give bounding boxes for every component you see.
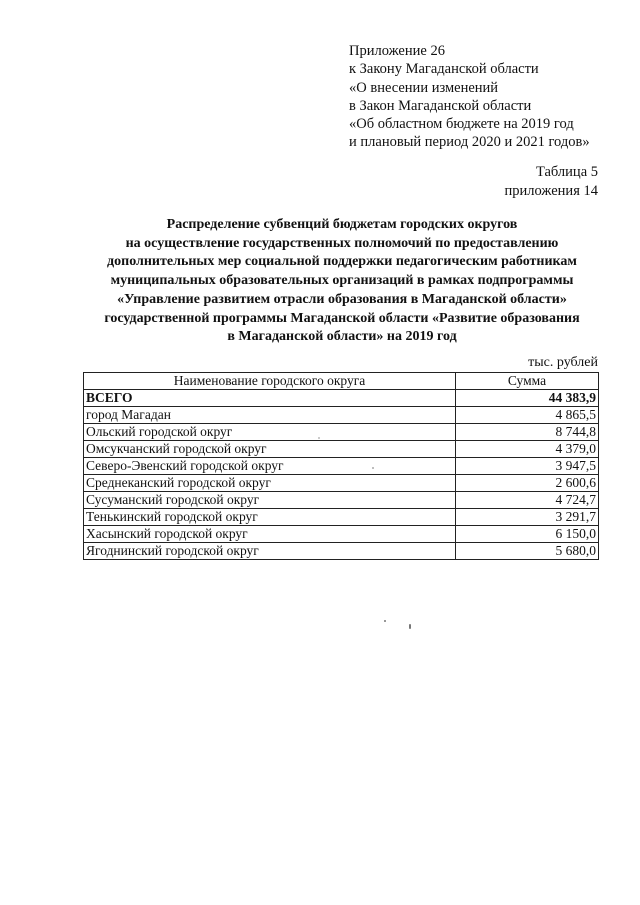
- appendix-line: в Закон Магаданской области: [349, 97, 532, 114]
- appendix-line: Приложение 26: [349, 43, 445, 59]
- district-name: город Магадан: [84, 407, 456, 424]
- district-sum: 3 291,7: [456, 509, 599, 526]
- district-name: Северо-Эвенский городской округ: [84, 458, 456, 475]
- district-sum: 5 680,0: [456, 543, 599, 560]
- appendix-line: «О внесении изменений: [349, 79, 499, 96]
- table-row: [84, 458, 599, 475]
- district-name: Сусуманский городской округ: [84, 492, 456, 509]
- title-line: муниципальных образовательных организаций в рамках подпрограммы: [110, 273, 574, 289]
- scan-speck: [409, 624, 411, 629]
- table-row: [84, 407, 599, 424]
- district-sum: 8 744,8: [456, 424, 599, 441]
- district-name: Тенькинский городской округ: [84, 509, 456, 526]
- table-row: [84, 492, 599, 509]
- total-row: [84, 390, 599, 407]
- title-line: «Управление развитием отрасли образования в Магаданской области»: [117, 291, 567, 307]
- title-line: государственной программы Магаданской области «Развитие образования: [104, 310, 580, 326]
- district-name: Омсукчанский городской округ: [84, 441, 456, 458]
- distribution-table: [83, 372, 599, 560]
- table-header-row: [84, 373, 599, 390]
- appendix-header: [349, 42, 590, 152]
- header-sum: Сумма: [456, 373, 599, 390]
- header-name: Наименование городского округа: [84, 373, 456, 390]
- table-row: [84, 526, 599, 543]
- table-row: [84, 475, 599, 492]
- document-title: [60, 216, 624, 347]
- table-row: [84, 424, 599, 441]
- title-line: дополнительных мер социальной поддержки педагогическим работникам: [107, 254, 577, 270]
- title-line: в Магаданской области» на 2019 год: [227, 329, 457, 345]
- district-name: Ягоднинский городской округ: [84, 543, 456, 560]
- district-sum: 4 865,5: [456, 407, 599, 424]
- units-label: тыс. рублей: [528, 355, 598, 370]
- district-sum: 2 600,6: [456, 475, 599, 492]
- appendix-line: к Закону Магаданской области: [349, 61, 539, 78]
- scan-speck: [318, 437, 320, 439]
- district-sum: 6 150,0: [456, 526, 599, 543]
- table-row: [84, 441, 599, 458]
- table-row: [84, 543, 599, 560]
- scan-speck: [384, 620, 386, 622]
- table-appendix-ref: приложения 14: [504, 182, 598, 199]
- district-name: Хасынский городской округ: [84, 526, 456, 543]
- appendix-line: «Об областном бюджете на 2019 год: [349, 116, 574, 133]
- title-line: Распределение субвенций бюджетам городских округов: [166, 217, 518, 232]
- district-sum: 3 947,5: [456, 458, 599, 475]
- total-sum: 44 383,9: [456, 390, 599, 407]
- district-name: Среднеканский городской округ: [84, 475, 456, 492]
- total-label: ВСЕГО: [84, 390, 456, 407]
- district-sum: 4 379,0: [456, 441, 599, 458]
- district-name: Ольский городской округ: [84, 424, 456, 441]
- scan-speck: [372, 467, 374, 469]
- table-row: [84, 509, 599, 526]
- district-sum: 4 724,7: [456, 492, 599, 509]
- table-number: Таблица 5: [535, 164, 598, 180]
- appendix-line: и плановый период 2020 и 2021 годов»: [349, 134, 590, 151]
- table-reference: [505, 163, 598, 200]
- title-line: на осуществление государственных полномочий по предоставлению: [125, 235, 559, 251]
